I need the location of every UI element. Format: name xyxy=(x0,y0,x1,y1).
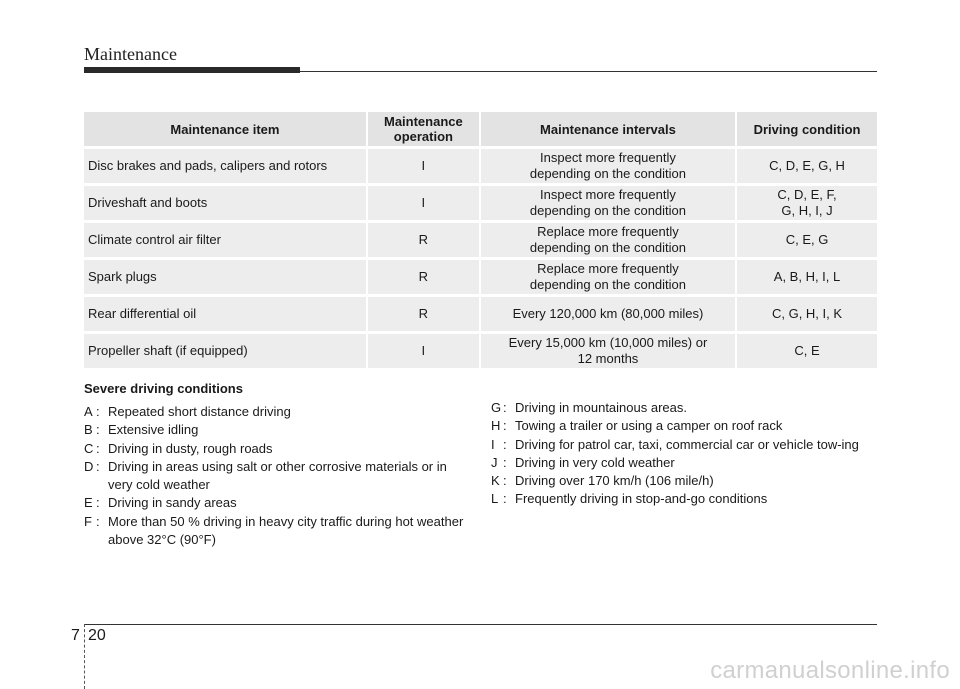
footer-rule xyxy=(84,624,877,625)
cell-interval xyxy=(481,334,737,371)
conditions-list-left xyxy=(84,403,464,549)
cell-item: Driveshaft and boots xyxy=(84,186,368,223)
cell-interval-line: depending on the condition xyxy=(529,277,687,292)
condition-letter: H xyxy=(491,418,501,434)
chapter-number: 7 xyxy=(71,627,80,644)
cell-condition xyxy=(737,149,877,186)
condition-text: More than 50 % driving in heavy city traffic during hot weather above 32°C (90°F) xyxy=(108,513,464,548)
header-maintenance-item: Maintenance item xyxy=(84,112,368,149)
table-row xyxy=(84,260,877,297)
cell-operation: I xyxy=(368,149,481,186)
condition-item xyxy=(84,458,464,495)
condition-text: Towing a trailer or using a camper on roof rack xyxy=(515,418,783,434)
cell-condition xyxy=(737,260,877,297)
condition-letter: E xyxy=(84,495,93,511)
condition-text: Frequently driving in stop-and-go conditions xyxy=(515,491,768,507)
cell-condition xyxy=(737,223,877,260)
header-maintenance-operation: Maintenance operation xyxy=(368,112,481,149)
condition-colon: : xyxy=(96,404,100,419)
condition-text: Driving in very cold weather xyxy=(515,454,675,470)
condition-letter: D xyxy=(84,458,94,474)
condition-letter: B xyxy=(84,422,93,438)
cell-condition xyxy=(737,186,877,223)
condition-text: Driving in mountainous areas. xyxy=(515,400,687,415)
condition-item xyxy=(491,417,881,435)
table-row xyxy=(84,186,877,223)
header-driving-condition: Driving condition xyxy=(737,112,877,149)
table-row xyxy=(84,149,877,186)
header-rule xyxy=(300,71,877,72)
footer-divider xyxy=(84,624,85,689)
condition-item xyxy=(84,421,464,439)
condition-text: Extensive idling xyxy=(108,422,199,438)
condition-item xyxy=(491,454,881,472)
cell-interval xyxy=(481,260,737,297)
condition-colon: : xyxy=(96,495,100,511)
condition-letter: G xyxy=(491,400,502,415)
cell-interval-line: Replace more frequently xyxy=(537,261,679,276)
condition-letter: K xyxy=(491,473,500,489)
condition-item xyxy=(491,436,881,454)
header-bar xyxy=(84,67,300,73)
cell-operation: I xyxy=(368,186,481,223)
condition-colon: : xyxy=(96,513,100,529)
condition-item xyxy=(491,490,881,508)
watermark: carmanualsonline.info xyxy=(710,657,950,684)
page-number: 20 xyxy=(88,627,106,644)
cell-item: Spark plugs xyxy=(84,260,368,297)
condition-text: Driving in sandy areas xyxy=(108,495,237,511)
condition-letter: J xyxy=(491,454,498,470)
cell-interval-line: depending on the condition xyxy=(529,203,687,218)
cell-operation: I xyxy=(368,334,481,371)
cell-interval xyxy=(481,186,737,223)
cell-interval-line: 12 months xyxy=(577,351,639,366)
condition-letter: A xyxy=(84,404,93,419)
cell-condition-line: C, G, H, I, K xyxy=(771,306,843,321)
cell-interval-line: Every 120,000 km (80,000 miles) xyxy=(512,306,704,321)
cell-interval-line: Every 15,000 km (10,000 miles) or xyxy=(508,335,708,350)
cell-condition-line: C, E, G xyxy=(785,232,829,247)
condition-item xyxy=(84,513,464,550)
condition-colon: : xyxy=(503,436,507,452)
condition-item xyxy=(491,399,881,417)
condition-letter: I xyxy=(491,436,495,452)
condition-text: Repeated short distance driving xyxy=(108,404,291,419)
condition-letter: F xyxy=(84,513,92,529)
cell-interval xyxy=(481,149,737,186)
table-header-row xyxy=(84,112,877,149)
condition-item xyxy=(84,494,464,512)
condition-item xyxy=(491,472,881,490)
table-row xyxy=(84,297,877,334)
condition-colon: : xyxy=(503,400,507,415)
cell-operation: R xyxy=(368,297,481,334)
condition-text: Driving over 170 km/h (106 mile/h) xyxy=(515,473,714,489)
condition-text: Driving in areas using salt or other corrosive materials or in very cold weather xyxy=(108,458,447,493)
cell-condition-line: A, B, H, I, L xyxy=(773,269,841,284)
condition-letter: L xyxy=(491,491,499,507)
maintenance-table xyxy=(84,112,877,371)
cell-interval-line: Inspect more frequently xyxy=(540,187,676,202)
condition-item xyxy=(84,440,464,458)
page-section-title: Maintenance xyxy=(84,44,177,64)
table-row xyxy=(84,334,877,371)
condition-text: Driving in dusty, rough roads xyxy=(108,440,273,456)
cell-item: Disc brakes and pads, calipers and rotors xyxy=(84,149,368,186)
condition-item xyxy=(84,403,464,421)
condition-colon: : xyxy=(503,491,507,507)
cell-operation: R xyxy=(368,260,481,297)
condition-colon: : xyxy=(96,422,100,438)
cell-condition-line: C, D, E, F, xyxy=(777,187,837,202)
cell-item: Propeller shaft (if equipped) xyxy=(84,334,368,371)
severe-conditions-title: Severe driving conditions xyxy=(84,381,243,396)
table-row xyxy=(84,223,877,260)
condition-colon: : xyxy=(96,458,100,474)
cell-condition-line: C, D, E, G, H xyxy=(769,158,845,173)
condition-colon: : xyxy=(503,418,507,434)
cell-interval-line: Replace more frequently xyxy=(537,224,679,239)
cell-condition-line: G, H, I, J xyxy=(781,203,833,218)
cell-interval-line: Inspect more frequently xyxy=(540,150,676,165)
cell-interval-line: depending on the condition xyxy=(529,166,687,181)
condition-text: Driving for patrol car, taxi, commercial car or vehicle tow-ing xyxy=(515,436,859,452)
cell-condition-line: C, E xyxy=(794,343,820,358)
condition-colon: : xyxy=(96,440,100,456)
conditions-list-right xyxy=(491,399,881,509)
cell-item: Climate control air filter xyxy=(84,223,368,260)
cell-condition xyxy=(737,334,877,371)
condition-letter: C xyxy=(84,440,94,456)
cell-interval xyxy=(481,223,737,260)
condition-colon: : xyxy=(503,473,507,489)
cell-interval-line: depending on the condition xyxy=(529,240,687,255)
cell-interval xyxy=(481,297,737,334)
condition-colon: : xyxy=(503,454,507,470)
cell-item: Rear differential oil xyxy=(84,297,368,334)
header-maintenance-intervals: Maintenance intervals xyxy=(481,112,737,149)
cell-condition xyxy=(737,297,877,334)
cell-operation: R xyxy=(368,223,481,260)
